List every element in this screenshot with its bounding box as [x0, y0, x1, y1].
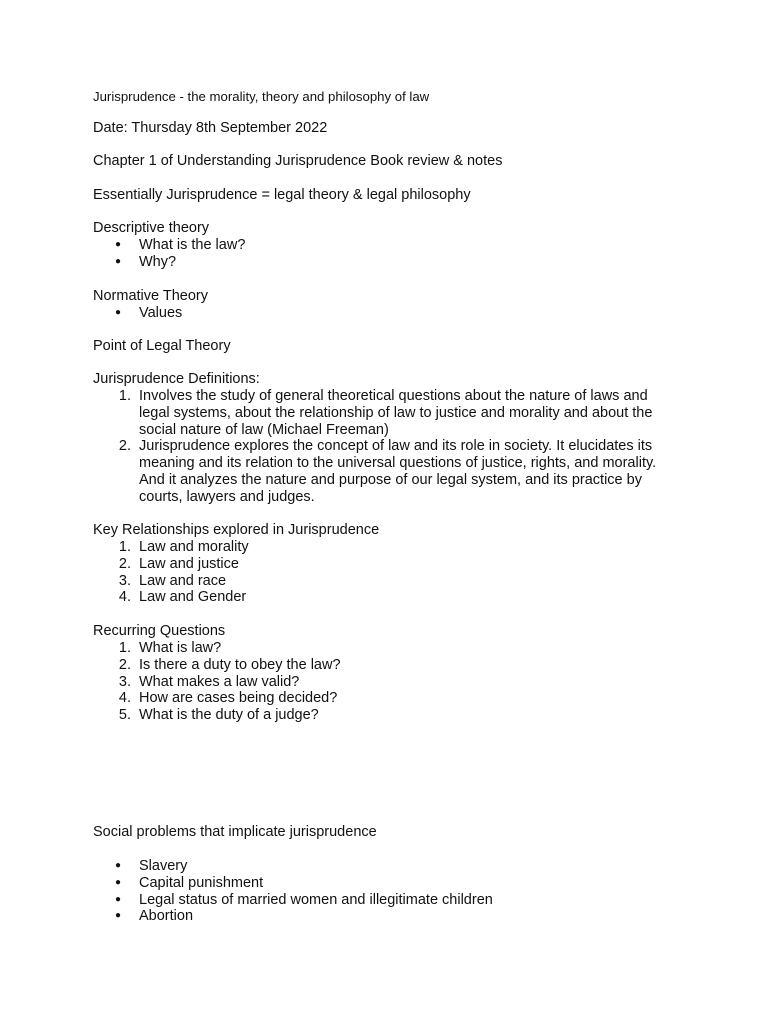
list-item: 4. Law and Gender: [93, 589, 249, 606]
list-number: 4.: [118, 589, 131, 606]
list-number: 5.: [118, 707, 131, 724]
definitions-heading: Jurisprudence Definitions:: [93, 371, 260, 387]
list-item: ● Values: [115, 305, 183, 321]
normative-theory-list: [93, 305, 182, 322]
bullet-icon: ●: [115, 239, 122, 250]
list-item: 3. What makes a law valid?: [93, 674, 341, 691]
list-item: 2. Jurisprudence explores the concept of law and its role in society. It elucidates its meaning and its relation to the universal questions of justice, rights, and morality. And it analyzes the nature and purpose of our legal system, and its practice by courts, lawyers and judges.: [93, 438, 679, 505]
recurring-questions-list: [93, 640, 341, 724]
list-item: 3. Law and race: [93, 573, 249, 590]
recurring-questions-heading: Recurring Questions: [93, 623, 226, 639]
list-number: 4.: [118, 690, 131, 707]
bullet-icon: ●: [115, 910, 122, 922]
list-number: 1.: [118, 539, 131, 555]
list-number: 3.: [118, 572, 131, 589]
chapter-line: Chapter 1 of Understanding Jurisprudence Book review & notes: [93, 153, 503, 169]
list-item: ● Why?: [115, 253, 177, 270]
summary-line: Essentially Jurisprudence = legal theory & legal philosophy: [93, 187, 471, 203]
list-item: 4. How are cases being decided?: [93, 690, 341, 707]
bullet-icon: ●: [115, 307, 122, 318]
descriptive-theory-list: [93, 237, 245, 271]
descriptive-theory-heading: Descriptive theory: [93, 220, 210, 236]
list-number: 2.: [118, 656, 131, 673]
list-item: 1. Law and morality: [93, 539, 249, 556]
list-item: ● Slavery: [115, 858, 188, 874]
point-of-legal-theory-heading: Point of Legal Theory: [93, 338, 231, 354]
list-number: 3.: [118, 673, 131, 690]
list-item: 5. What is the duty of a judge?: [93, 707, 341, 724]
list-number: 2.: [118, 555, 131, 572]
bullet-icon: ●: [115, 255, 122, 267]
social-problems-list: [93, 858, 493, 925]
list-item: 2. Is there a duty to obey the law?: [93, 657, 341, 674]
relationships-list: [93, 539, 249, 606]
bullet-icon: ●: [115, 893, 122, 905]
list-item: ● What is the law?: [115, 237, 246, 253]
list-item: 1. Involves the study of general theoretical questions about the nature of laws and legal systems, about the relationship of law to justice and morality and about the social nature of law (Michael Freeman): [93, 388, 679, 438]
document-title: Jurisprudence - the morality, theory and philosophy of law: [93, 89, 430, 104]
relationships-heading: Key Relationships explored in Jurisprudence: [93, 522, 380, 538]
bullet-icon: ●: [115, 876, 122, 888]
list-number: 1.: [118, 640, 131, 656]
list-item: 1. What is law?: [93, 640, 341, 657]
normative-theory-heading: Normative Theory: [93, 288, 208, 304]
list-number: 2.: [118, 438, 131, 455]
list-item: ● Capital punishment: [115, 874, 264, 891]
list-number: 1.: [118, 388, 131, 404]
list-item: ● Abortion: [115, 908, 194, 925]
date-line: Date: Thursday 8th September 2022: [93, 120, 328, 136]
bullet-icon: ●: [115, 860, 122, 871]
list-item: 2. Law and justice: [93, 556, 249, 573]
definitions-list: [93, 388, 679, 506]
list-item: ● Legal status of married women and illegitimate children: [115, 891, 493, 908]
social-problems-heading: Social problems that implicate jurisprudence: [93, 824, 377, 840]
